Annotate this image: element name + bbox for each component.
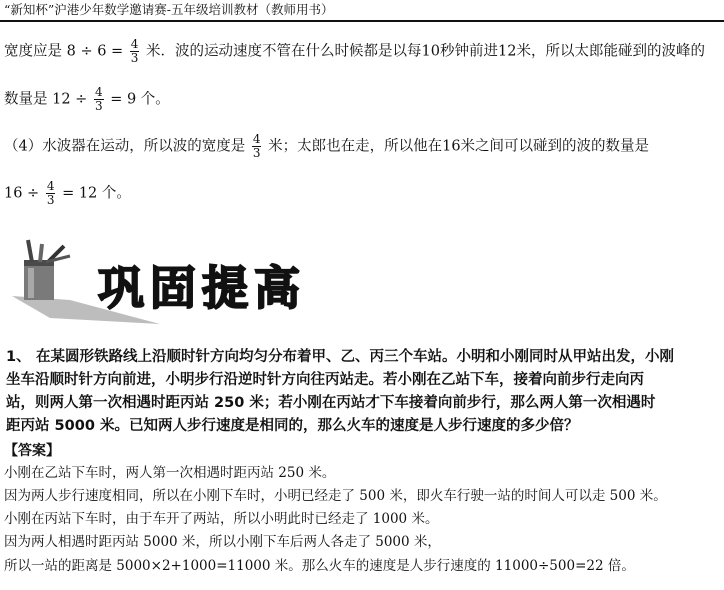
solution-line-3 [4,133,649,160]
fraction: $\frac{4}{3}$ [252,132,261,160]
solution-text: 16 ÷ [4,185,40,202]
answer-line: 因为两人相遇时距丙站 5000 米，所以小刚下车后两人各走了 5000 米， [4,534,441,550]
solution-text: （4）水波器在运动，所以波的宽度是 [4,138,246,155]
question-number: 1、 [6,349,31,365]
question-line: 距丙站 5000 米。已知两人步行速度是相同的，那么火车的速度是人步行速度的多少倍？ [6,418,579,434]
section-banner [10,238,330,330]
solution-text: 宽度应是 8 ÷ 6 = [4,43,124,60]
solution-line-1 [4,38,705,65]
answer-label: 【答案】 [4,443,60,459]
page-header [0,0,724,22]
solution-text: = 12 个。 [62,185,131,202]
section-heading: 巩固提高 [98,261,306,315]
solution-text: 米．波的运动速度不管在什么时候都是以每10秒钟前进12米，所以太郎能碰到的波峰的 [146,43,705,60]
solution-text: = 9 个。 [110,91,170,108]
answer-line: 所以一站的距离是 5000×2+1000=11000 米。那么火车的速度是人步行速度的 11000÷500=22 倍。 [4,558,635,574]
fraction: $\frac{4}{3}$ [94,85,103,113]
solution-line-2 [4,86,170,113]
solution-text: 米；太郎也在走，所以他在16米之间可以碰到的波的数量是 [268,138,650,155]
fraction: $\frac{4}{3}$ [46,179,55,207]
question-line: 在某圆形铁路线上沿顺时针方向均匀分布着甲、乙、丙三个车站。小明和小刚同时从甲站出发，小刚 [36,349,674,365]
answer-line: 因为两人步行速度相同，所以在小刚下车时，小明已经走了 500 米，即火车行驶一站的时间人可以走 500 米。 [4,488,667,504]
question-line: 站，则两人第一次相遇时距丙站 250 米；若小刚在丙站才下车接着向前步行，那么两人第一次相遇时 [6,395,656,411]
fraction: $\frac{4}{3}$ [130,37,139,65]
question-line: 坐车沿顺时针方向前进，小明步行沿逆时针方向往丙站走。若小刚在乙站下车，接着向前步行走向丙 [6,372,644,388]
answer-line: 小刚在乙站下车时，两人第一次相遇时距丙站 250 米。 [4,465,336,481]
solution-line-4 [4,180,131,207]
answer-line: 小刚在丙站下车时，由于车开了两站，所以小明此时已经走了 1000 米。 [4,511,439,527]
solution-text: 数量是 12 ÷ [4,91,88,108]
header-title: “新知杯”沪港少年数学邀请赛-五年级培训教材（教师用书） [4,2,334,17]
